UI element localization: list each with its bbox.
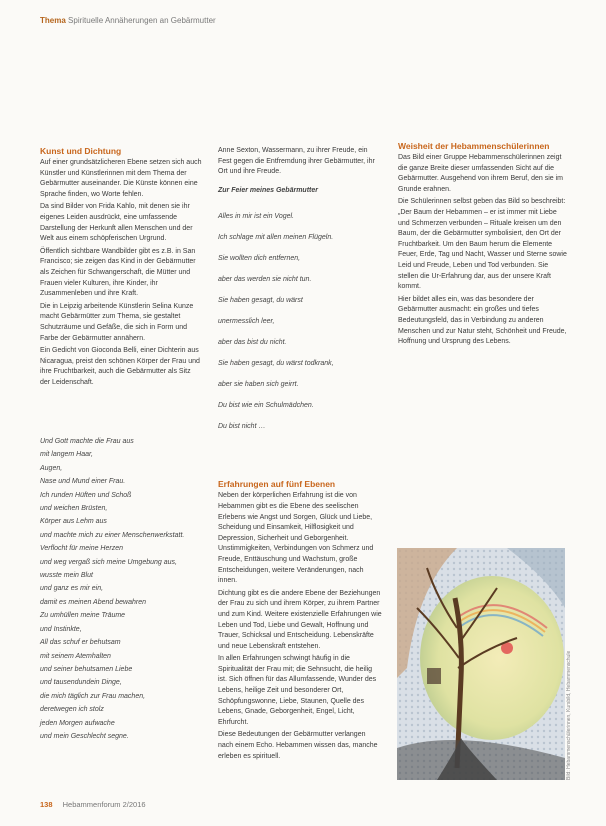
poem-line: Zu umhüllen meine Träume	[40, 612, 126, 620]
paragraph: Auf einer grundsätzlicheren Ebene setzen sich auch Künstler und Künstlerinnen mit dem Thema der Gebärmutter auseinander. Die Künste können eine Sprache finden, wo Worte fehlen.	[40, 159, 202, 198]
poem-line: aber das bist du nicht.	[218, 339, 287, 347]
poem-line: Verflocht für meine Herzen	[40, 545, 123, 553]
section-heading-weisheit: Weisheit der Hebammenschülerinnen	[398, 141, 550, 151]
poem-line: und weg vergaß sich meine Umgebung aus,	[40, 558, 177, 566]
poem-line: Augen,	[40, 464, 63, 472]
image-caption: Bild: Hebammenschülerinnen, Kursbild, Hebammenschule	[566, 650, 572, 780]
poem-line: wusste mein Blut	[40, 572, 93, 580]
poem-line: All das schuf er behutsam	[40, 639, 121, 647]
poem-block	[40, 435, 205, 743]
hebammen-painting-image	[397, 548, 565, 780]
poem-line: Sie haben gesagt, du wärst todkrank,	[218, 360, 334, 368]
poem-line: Ich schlage mit allen meinen Flügeln.	[218, 234, 334, 242]
poem-line: Du bist nicht …	[218, 423, 266, 431]
column-middle	[218, 146, 382, 764]
paragraph: Neben der körperlichen Erfahrung ist die von Hebammen gibt es die Ebene des seelischen Erlebens wie Angst und Sorgen, Glück und Liebe, Scheidung und Einsamkeit, Hilflosigkeit und Depression, Sicherheit und Geborgenheit. Unstimmigkeiten, Verbindungen von Schmerz und Freude, Enttäuschung und Wachstum, große Entscheidungen, weitere Veränderungen, nach innen.	[218, 492, 374, 585]
paragraph: Dichtung gibt es die andere Ebene der Beziehungen der Frau zu sich und ihrem Körper, zu ihrem Partner und zum Kind. Weitere existenzielle Erfahrungen wie Leben und Tod, Liebe und Gewalt, Hoffnung und Trauer, Schicksal und Entscheidung. Lebenskräfte und neue Lebenskraft entstehen.	[218, 589, 382, 650]
section-subtitle: Spirituelle Annäherungen an Gebärmutter	[68, 16, 216, 25]
column-right	[398, 141, 568, 350]
paragraph: Die in Leipzig arbeitende Künstlerin Selina Kunze macht Gebärmütter zum Thema, sie gestaltet Schutzräume und Gefäße, die sich in Form und Farbe der Gebärmutter annähern.	[40, 302, 194, 342]
poem-line: Alles in mir ist ein Vogel.	[218, 213, 294, 221]
magazine-name: Hebammenforum 2/2016	[62, 800, 146, 809]
paragraph: Ein Gedicht von Gioconda Belli, einer Dichterin aus Nicaragua, preist den schönen Körper der Frau und ihre Fruchtbarkeit, auch die Gebärmutter als Sitz der Leidenschaft.	[40, 347, 200, 386]
column-left	[40, 146, 202, 390]
poem-line: Nase und Mund einer Frau.	[40, 478, 126, 486]
section-heading-erfahrungen: Erfahrungen auf fünf Ebenen	[218, 479, 336, 490]
poem-line: aber das werden sie nicht tun.	[218, 276, 312, 284]
poem-line: und seiner behutsamen Liebe	[40, 665, 133, 673]
poem-line: Sie wollten dich entfernen,	[218, 255, 301, 263]
poem-line: die mich täglich zur Frau machen,	[40, 692, 146, 700]
poem-line: und mein Geschlecht segne.	[40, 732, 129, 740]
paragraph: Diese Bedeutungen der Gebärmutter verlangen nach einem Echo. Hebammen wissen das, manche erleben es spirituell.	[218, 731, 378, 760]
poem-line: unermesslich leer,	[218, 318, 275, 326]
poem-line: und tausendundein Dinge,	[40, 679, 122, 687]
poem-title: Zur Feier meines Gebärmutter	[218, 186, 318, 194]
paragraph: Hier bildet alles ein, was das besondere der Gebärmutter ausmacht: ein großes und tiefes Bedeutungsfeld, das in Verbindung zu anderen Menschen und zur Natur steht, Schönheit und Freude, Hoffnung und Ursprung des Lebens.	[398, 295, 567, 346]
poem-line: Ich runden Hüften und Schoß	[40, 491, 132, 499]
poem-line: mit seinem Atemhalten	[40, 652, 111, 660]
section-label: Thema	[40, 16, 66, 25]
page-number: 138	[40, 800, 53, 809]
page-header	[40, 16, 216, 25]
poem-line: Du bist wie ein Schulmädchen.	[218, 402, 314, 410]
painting-svg	[397, 548, 565, 780]
page-footer	[40, 800, 146, 809]
paragraph: Da sind Bilder von Frida Kahlo, mit denen sie ihr eigenes Leiden ausdrückt, eine umfassende Darstellung der Herkunft allen Menschen und der Welt aus einem schöpferischen Urgrund.	[40, 203, 193, 243]
poem-line: aber sie haben sich geirrt.	[218, 381, 299, 389]
paragraph: Öffentlich sichtbare Wandbilder gibt es z.B. in San Francisco; sie zeigen das Kind in der Gebärmutter als Zeichen für Schwangerschaft, die Mütter und Frauen vieler Kulturen, ihre Kinder, ihr Zusammenleben und ihre Kraft.	[40, 247, 196, 298]
poem-line: damit es meinen Abend bewahren	[40, 598, 146, 606]
poem-line: und weichen Brüsten,	[40, 505, 108, 513]
poem-line: Körper aus Lehm aus	[40, 518, 107, 526]
paragraph: Die Schülerinnen selbst geben das Bild so beschreibt: „Der Baum der Hebammen – er ist immer mit Liebe und Schmerzen verbunden – Rituale kreisen um den Baum, der die Gebärmutter symbolisiert, den Ort der Fruchtbarkeit. Um den Baum herum die Elemente Feuer, Erde, Tag und Nacht, Wasser und Sterne sowie Leid und Freude, Leben und Tod verbunden. Sie stellen die Ur-Erfahrung dar, aus der unsere Kraft kommt.	[398, 198, 567, 291]
poem-line: Und Gott machte die Frau aus	[40, 438, 134, 445]
poem-line: mit langem Haar,	[40, 451, 93, 459]
poem-line: und machte mich zu einer Menschenwerkstatt.	[40, 531, 185, 539]
paragraph: In allen Erfahrungen schwingt häufig in die Spiritualität der Frau mit; die Sehnsucht, die heilig ist. Sich öffnen für das Allumfassende, Wunder des Lebens, heilige Zeit und besonderer Ort, Schöpfungswonne, Liebe, Staunen, Quelle des Lebens, Gnade, Geborgenheit, Engel, Licht, Ehrfurcht.	[218, 655, 377, 726]
poem-block	[218, 186, 382, 438]
section-heading-kunst: Kunst und Dichtung	[40, 146, 122, 156]
poem-line: jeden Morgen aufwache	[40, 719, 115, 727]
poem-line: und Instinkte,	[40, 625, 82, 633]
poem-line: Sie haben gesagt, du wärst	[218, 297, 303, 305]
paragraph: Anne Sexton, Wassermann, zu ihrer Freude, ein Fest gegen die Entfremdung ihrer Gebärmutter, ihr Ort und ihre Freude.	[218, 147, 375, 176]
paragraph: Das Bild einer Gruppe Hebammenschülerinnen zeigt die ganze Breite dieser umfassenden Sicht auf die Gebärmutter. Ausgehend von ihrem Beruf, den sie im Grunde erahnen.	[398, 154, 563, 193]
poem-line: deretwegen ich stolz	[40, 706, 104, 714]
poem-line: und ganz es mir ein,	[40, 585, 104, 593]
